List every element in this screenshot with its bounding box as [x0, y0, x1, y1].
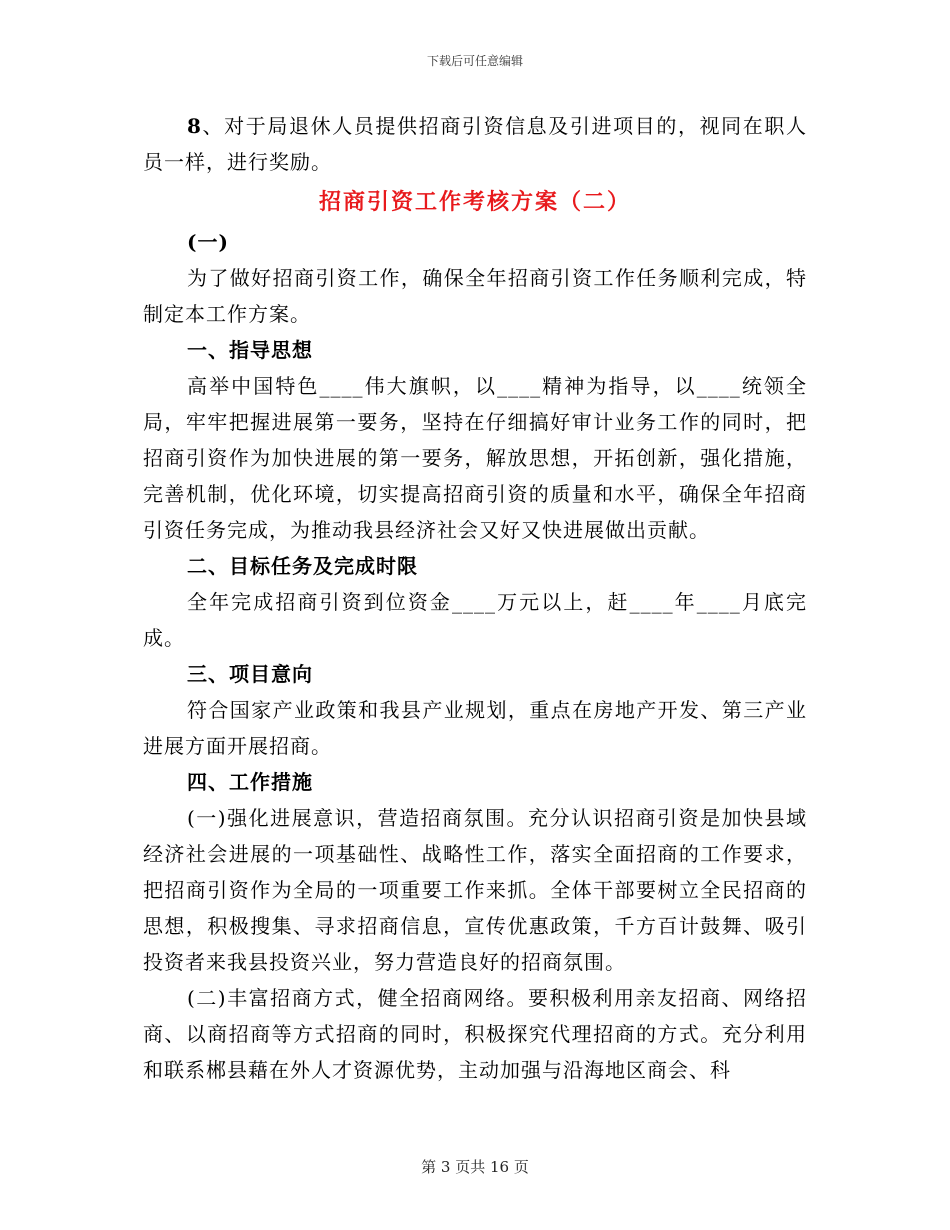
subsection-label: (一): [187, 230, 229, 254]
paragraph-reward: [143, 108, 807, 180]
paragraph-targets: 全年完成招商引资到位资金____万元以上，赶____年____月底完成。: [143, 590, 807, 650]
paragraph-reward-text: 、对于局退休人员提供招商引资信息及引进项目的，视同在职人员一样，进行奖励。: [143, 114, 807, 174]
paragraph-project-intent: 符合国家产业政策和我县产业规划，重点在房地产开发、第三产业进展方面开展招商。: [143, 698, 807, 758]
item-number: 8: [187, 114, 202, 138]
document-body: [143, 108, 807, 1088]
header-note: 下载后可任意编辑: [426, 54, 523, 68]
page-number: 第 3 页共 16 页: [421, 1158, 529, 1176]
paragraph-measure-two: (二)丰富招商方式，健全招商网络。要积极利用亲友招商、网络招商、以商招商等方式招商的同时，积极探究代理招商的方式。充分利用和联系郴县藉在外人才资源优势，主动加强与沿海地区商会、科: [143, 986, 807, 1082]
heading-project-intent: 三、项目意向: [187, 662, 313, 686]
heading-work-measures: 四、工作措施: [187, 770, 313, 794]
paragraph-guiding-ideology: 高举中国特色____伟大旗帜，以____精神为指导，以____统领全局，牢牢把握进展第一要务，坚持在仔细搞好审计业务工作的同时，把招商引资作为加快进展的第一要务，解放思想，开拓创新，强化措施，完善机制，优化环境，切实提高招商引资的质量和水平，确保全年招商引资任务完成，为推动我县经济社会又好又快进展做出贡献。: [143, 374, 807, 542]
heading-guiding-ideology: 一、指导思想: [187, 338, 313, 362]
paragraph-intro: 为了做好招商引资工作，确保全年招商引资工作任务顺利完成，特制定本工作方案。: [143, 266, 807, 326]
heading-targets: 二、目标任务及完成时限: [187, 554, 418, 578]
section-title: 招商引资工作考核方案（二）: [318, 189, 631, 215]
paragraph-measure-one: (一)强化进展意识，营造招商氛围。充分认识招商引资是加快县域经济社会进展的一项基础性、战略性工作，落实全面招商的工作要求，把招商引资作为全局的一项重要工作来抓。全体干部要树立全民招商的思想，积极搜集、寻求招商信息，宣传优惠政策，千方百计鼓舞、吸引投资者来我县投资兴业，努力营造良好的招商氛围。: [143, 806, 807, 974]
